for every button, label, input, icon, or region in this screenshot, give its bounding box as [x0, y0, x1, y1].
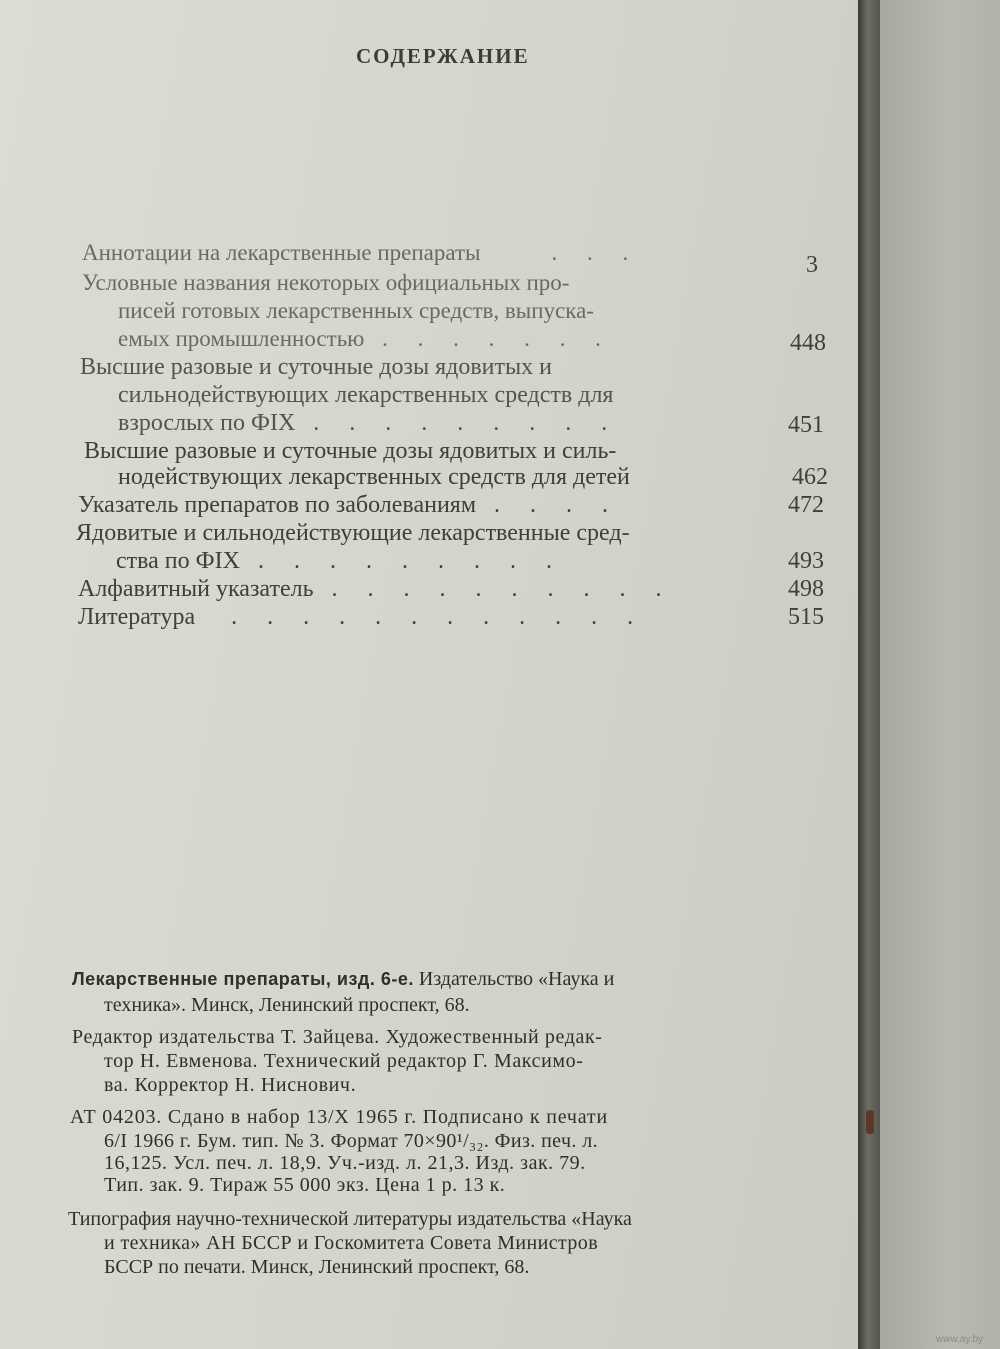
- toc-entry-3-page: 451: [788, 412, 824, 438]
- book-spine: [858, 0, 880, 1349]
- toc-entry-3-line-2: сильнодействующих лекарственных средств для: [118, 382, 614, 408]
- toc-entry-3-line-1: Высшие разовые и суточные дозы ядовитых и: [80, 354, 552, 380]
- toc-entry-1-line-1: Аннотации на лекарственные препараты . . .: [82, 240, 641, 265]
- toc-entry-6-line-1: Ядовитые и сильнодействующие лекарственные сред-: [76, 520, 630, 546]
- toc-entry-7-page: 498: [788, 576, 824, 602]
- page-title: СОДЕРЖАНИЕ: [356, 44, 530, 68]
- imprint-editors-line-3: ва. Корректор Н. Ниснович.: [104, 1074, 357, 1096]
- toc-entry-6-page: 493: [788, 548, 824, 574]
- toc-entry-4-page: 462: [792, 464, 828, 490]
- table-of-contents: [0, 0, 858, 700]
- toc-entry-1-page: 3: [806, 252, 818, 278]
- imprint-specs-line-4: Тип. зак. 9. Тираж 55 000 экз. Цена 1 р. 13 к.: [104, 1174, 506, 1196]
- toc-entry-8-page: 515: [788, 604, 824, 630]
- imprint-specs-line-1: АТ 04203. Сдано в набор 13/X 1965 г. Подписано к печати: [70, 1106, 608, 1128]
- imprint-printer-line-1: Типография научно-технической литературы издательства «Наука: [68, 1208, 632, 1230]
- imprint-title: Лекарственные препараты, изд. 6-е. Издательство «Наука и: [72, 968, 615, 990]
- stain-mark: [866, 1110, 874, 1134]
- toc-entry-6-line-2: ства по ФIX . . . . . . . . .: [116, 548, 564, 574]
- toc-entry-5-line-1: Указатель препаратов по заболеваниям . . . .: [78, 492, 621, 518]
- toc-entry-5-page: 472: [788, 492, 824, 518]
- toc-entry-2-line-3: емых промышленностью . . . . . . .: [118, 326, 613, 351]
- imprint-printer-line-2: и техника» АН БССР и Госкомитета Совета Министров: [104, 1232, 599, 1254]
- toc-entry-2-page: 448: [790, 330, 826, 356]
- toc-entry-2-line-2: писей готовых лекарственных средств, выпуска-: [118, 298, 594, 323]
- toc-entry-7-line-1: Алфавитный указатель . . . . . . . . . .: [78, 576, 674, 602]
- imprint-editors-line-2: тор Н. Евменова. Технический редактор Г. Максимо-: [104, 1050, 584, 1072]
- toc-entry-4-line-2: нодействующих лекарственных средств для детей: [118, 464, 630, 490]
- toc-entry-8-line-1: Литература . . . . . . . . . . . .: [78, 604, 646, 630]
- facing-page-edge: [880, 0, 1000, 1349]
- imprint-printer-line-3: БССР по печати. Минск, Ленинский проспект, 68.: [104, 1256, 530, 1278]
- site-watermark: www.ay.by: [936, 1334, 984, 1345]
- imprint-specs-line-2: 6/I 1966 г. Бум. тип. № 3. Формат 70×90¹/₃₂. Физ. печ. л.: [104, 1130, 598, 1152]
- toc-entry-2-line-1: Условные названия некоторых официальных про-: [82, 270, 570, 295]
- imprint-specs-line-3: 16,125. Усл. печ. л. 18,9. Уч.-изд. л. 21,3. Изд. зак. 79.: [104, 1152, 586, 1174]
- toc-entry-3-line-3: взрослых по ФIX . . . . . . . . .: [118, 410, 620, 436]
- imprint-editors-line-1: Редактор издательства Т. Зайцева. Художественный редак-: [72, 1026, 603, 1048]
- toc-entry-4-line-1: Высшие разовые и суточные дозы ядовитых и силь-: [84, 438, 617, 464]
- imprint-title-line-2: техника». Минск, Ленинский проспект, 68.: [104, 994, 470, 1016]
